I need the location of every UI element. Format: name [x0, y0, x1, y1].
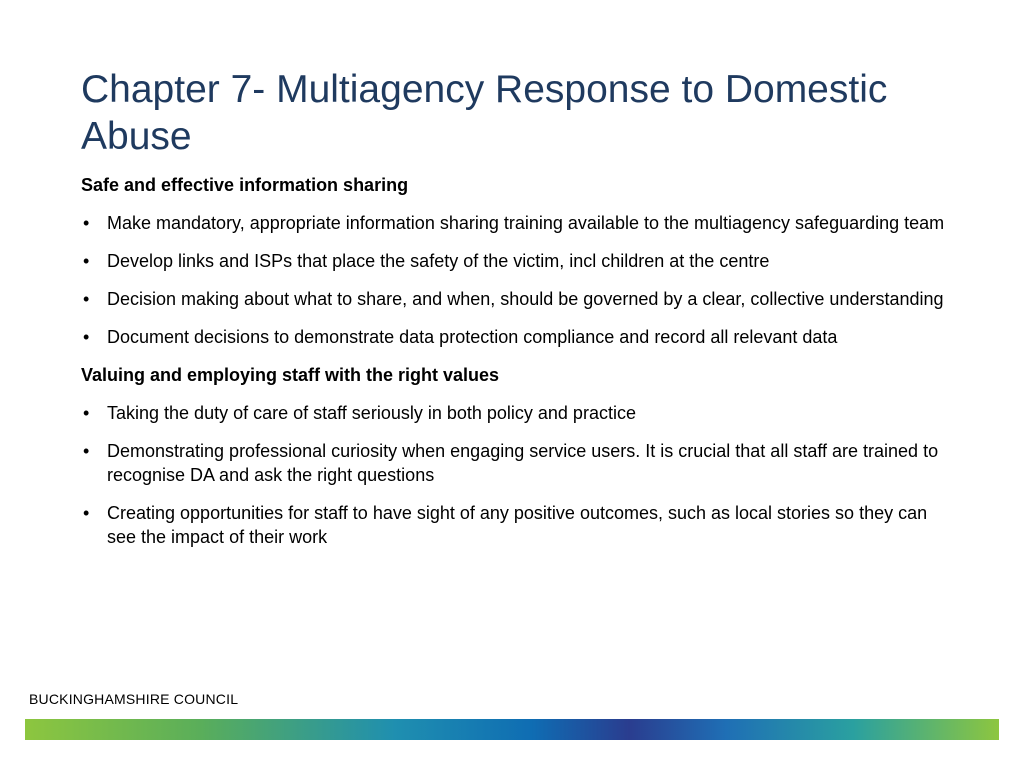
list-item — [81, 249, 961, 273]
bullet-text: Taking the duty of care of staff seriously in both policy and practice — [107, 403, 636, 423]
section-heading-staff-values: Valuing and employing staff with the right values — [81, 365, 500, 385]
bullet-text: Make mandatory, appropriate information sharing training available to the multiagency safeguarding team — [107, 213, 945, 233]
list-item — [81, 325, 961, 349]
section-heading-information-sharing: Safe and effective information sharing — [81, 175, 409, 195]
list-item — [81, 439, 961, 487]
footer-organisation-name: BUCKINGHAMSHIRE COUNCIL — [29, 691, 239, 707]
slide-title: Chapter 7- Multiagency Response to Domestic Abuse — [81, 68, 888, 158]
bullet-icon: • — [83, 289, 90, 309]
bullet-icon: • — [83, 327, 90, 347]
list-item — [81, 211, 961, 235]
bullet-icon: • — [83, 503, 90, 523]
list-item — [81, 401, 961, 425]
slide-content — [81, 173, 961, 563]
bullet-icon: • — [83, 213, 90, 233]
list-item — [81, 287, 961, 311]
bullet-text: Decision making about what to share, and when, should be governed by a clear, collective understanding — [107, 289, 944, 309]
bullet-icon: • — [83, 251, 90, 271]
bullet-text: Document decisions to demonstrate data protection compliance and record all relevant data — [107, 327, 838, 347]
bullet-icon: • — [83, 403, 90, 423]
bullet-text: Demonstrating professional curiosity when engaging service users. It is crucial that all staff are trained to recognise DA and ask the right questions — [107, 441, 939, 485]
bullet-icon: • — [83, 441, 90, 461]
bullet-list-staff-values — [81, 401, 961, 549]
bullet-list-information-sharing — [81, 211, 961, 349]
bullet-text: Develop links and ISPs that place the safety of the victim, incl children at the centre — [107, 251, 770, 271]
footer-gradient-bar — [25, 719, 999, 740]
bullet-text: Creating opportunities for staff to have sight of any positive outcomes, such as local stories so they can see the impact of their work — [107, 503, 928, 547]
list-item — [81, 501, 961, 549]
